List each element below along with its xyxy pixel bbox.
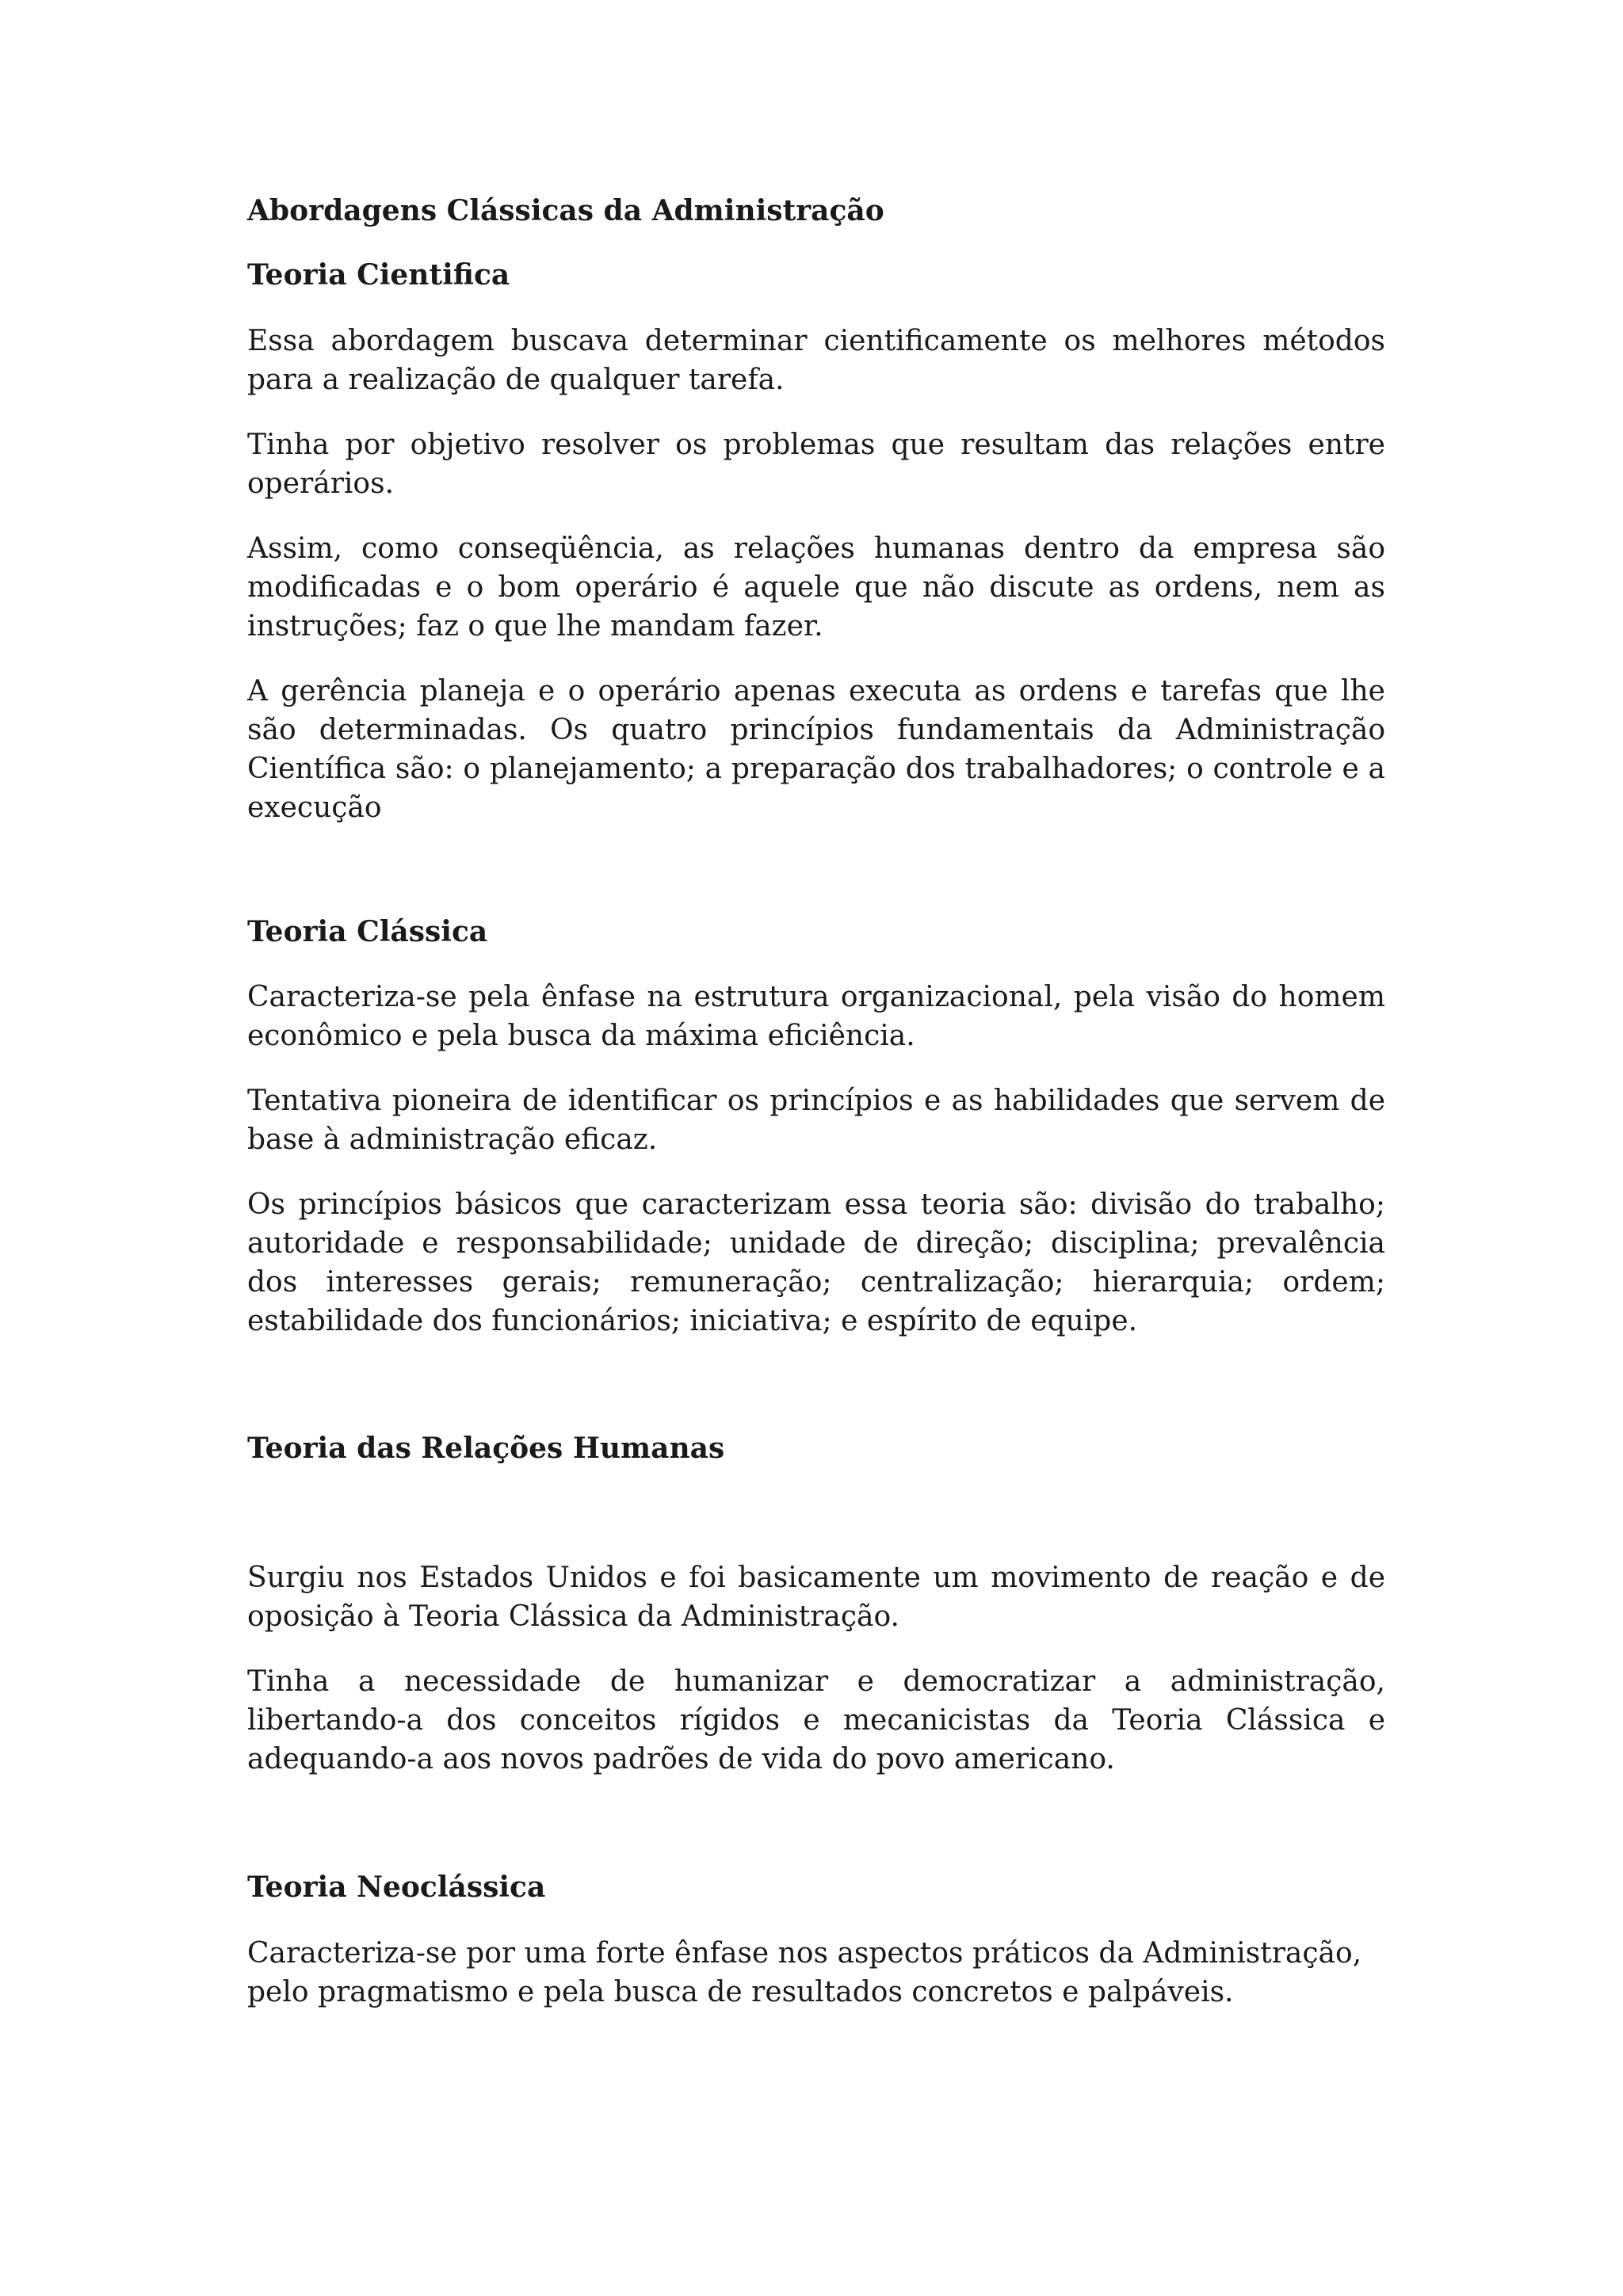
section-heading: Teoria Cientifica bbox=[247, 258, 510, 292]
document-page bbox=[247, 192, 1385, 2038]
paragraph: Tinha por objetivo resolver os problemas que resultam das relações entre operários. bbox=[247, 429, 1385, 500]
paragraph: Tinha a necessidade de humanizar e democratizar a administração, libertando-a dos conceitos rígidos e mecanicistas da Teoria Clássica e adequando-a aos novos padrões de vida do povo americano. bbox=[247, 1665, 1385, 1775]
paragraph: Caracteriza-se por uma forte ênfase nos aspectos práticos da Administração, pelo pragmatismo e pela busca de resultados concretos e palpáveis. bbox=[247, 1937, 1362, 2008]
section-teoria-neoclassica bbox=[247, 1868, 1385, 2012]
paragraph: Surgiu nos Estados Unidos e foi basicamente um movimento de reação e de oposição à Teoria Clássica da Administração. bbox=[247, 1562, 1385, 1633]
section-teoria-relacoes-humanas bbox=[247, 1429, 1385, 1779]
section-heading: Teoria Clássica bbox=[247, 915, 488, 948]
paragraph: A gerência planeja e o operário apenas executa as ordens e tarefas que lhe são determinadas. Os quatro princípios fundamentais da Administração Científica são: o planejamento; a preparação dos trabalhadores; o controle e a execução bbox=[247, 675, 1385, 824]
section-teoria-classica bbox=[247, 913, 1385, 1341]
section-heading: Teoria Neoclássica bbox=[247, 1871, 546, 1904]
paragraph: Tentativa pioneira de identificar os princípios e as habilidades que servem de base à administração eficaz. bbox=[247, 1085, 1385, 1156]
paragraph: Caracteriza-se pela ênfase na estrutura organizacional, pela visão do homem econômico e pela busca da máxima eficiência. bbox=[247, 981, 1385, 1052]
section-heading: Teoria das Relações Humanas bbox=[247, 1432, 725, 1465]
paragraph: Assim, como conseqüência, as relações humanas dentro da empresa são modificadas e o bom operário é aquele que não discute as ordens, nem as instruções; faz o que lhe mandam fazer. bbox=[247, 532, 1385, 643]
paragraph: Essa abordagem buscava determinar cientificamente os melhores métodos para a realização de qualquer tarefa. bbox=[247, 325, 1385, 396]
document-title: Abordagens Clássicas da Administração bbox=[247, 194, 884, 227]
section-teoria-cientifica bbox=[247, 256, 1385, 827]
paragraph: Os princípios básicos que caracterizam essa teoria são: divisão do trabalho; autoridade e responsabilidade; unidade de direção; disciplina; prevalência dos interesses gerais; remuneração; centralização; hierarquia; ordem; estabilidade dos funcionários; iniciativa; e espírito de equipe. bbox=[247, 1188, 1385, 1337]
